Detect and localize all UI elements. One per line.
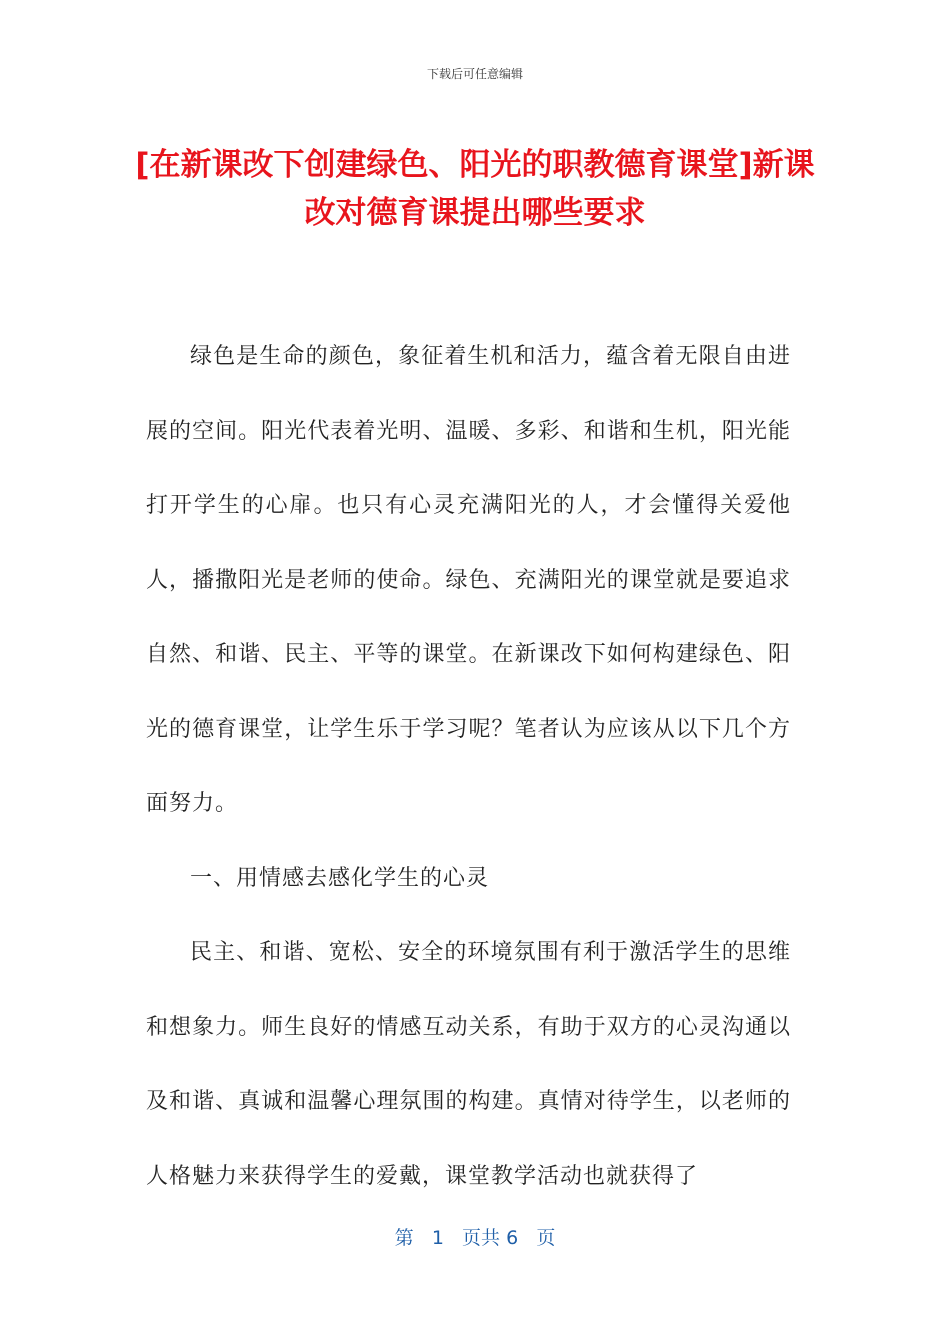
document-body <box>146 320 791 1214</box>
footer-middle: 页共 <box>462 1227 501 1249</box>
paragraph-intro: 绿色是生命的颜色，象征着生机和活力，蕴含着无限自由进展的空间。阳光代表着光明、温暖、多彩、和谐和生机，阳光能打开学生的心扉。也只有心灵充满阳光的人，才会懂得关爱他人，播撒阳光是老师的使命。绿色、充满阳光的课堂就是要追求自然、和谐、民主、平等的课堂。在新课改下如何构建绿色、阳光的德育课堂，让学生乐于学习呢？笔者认为应该从以下几个方面努力。 <box>146 344 791 816</box>
section-heading: 一、用情感去感化学生的心灵 <box>190 865 490 891</box>
page-footer <box>0 1226 950 1250</box>
footer-total-pages: 6 <box>506 1227 519 1249</box>
footer-suffix: 页 <box>536 1227 556 1249</box>
document-title: [在新课改下创建绿色、阳光的职教德育课堂]新课改对德育课提出哪些要求 <box>135 147 815 231</box>
footer-prefix: 第 <box>394 1227 414 1249</box>
footer-current-page: 1 <box>431 1227 444 1249</box>
header-note: 下载后可任意编辑 <box>426 67 523 81</box>
paragraph-section-one: 民主、和谐、宽松、安全的环境氛围有利于激活学生的思维和想象力。师生良好的情感互动关系，有助于双方的心灵沟通以及和谐、真诚和温馨心理氛围的构建。真情对待学生，以老师的人格魅力来获得学生的爱戴，课堂教学活动也就获得了 <box>146 940 791 1189</box>
